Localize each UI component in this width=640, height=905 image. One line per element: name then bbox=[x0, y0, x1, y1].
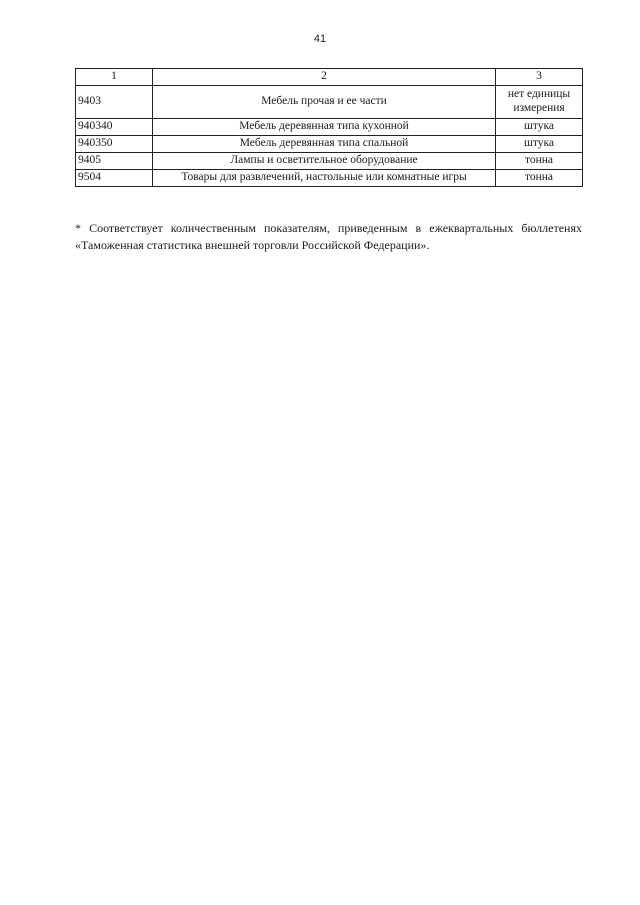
row-code: 9405 bbox=[76, 153, 153, 170]
row-name: Мебель деревянная типа спальной bbox=[153, 136, 496, 153]
commodity-table bbox=[75, 68, 583, 187]
row-code: 940340 bbox=[76, 119, 153, 136]
table-row bbox=[76, 136, 583, 153]
row-unit: штука bbox=[496, 119, 583, 136]
column-header-1: 1 bbox=[76, 69, 153, 86]
row-unit: нет единицы измерения bbox=[496, 86, 583, 119]
row-code: 940350 bbox=[76, 136, 153, 153]
table-row bbox=[76, 86, 583, 119]
row-code: 9504 bbox=[76, 170, 153, 187]
row-name: Лампы и осветительное оборудование bbox=[153, 153, 496, 170]
row-name: Мебель деревянная типа кухонной bbox=[153, 119, 496, 136]
page-number: 41 bbox=[313, 33, 327, 45]
row-unit: тонна bbox=[496, 170, 583, 187]
footnote: * Соответствует количественным показателям, приведенным в ежеквартальных бюллетенях «Таможенная статистика внешней торговли Российской Федерации». bbox=[75, 221, 582, 253]
table-row bbox=[76, 119, 583, 136]
row-unit: тонна bbox=[496, 153, 583, 170]
row-name: Товары для развлечений, настольные или комнатные игры bbox=[153, 170, 496, 187]
row-code: 9403 bbox=[76, 86, 153, 119]
table-header-row bbox=[76, 69, 583, 86]
column-header-3: 3 bbox=[496, 69, 583, 86]
table-row bbox=[76, 153, 583, 170]
column-header-2: 2 bbox=[153, 69, 496, 86]
row-name: Мебель прочая и ее части bbox=[153, 86, 496, 119]
row-unit: штука bbox=[496, 136, 583, 153]
table-row bbox=[76, 170, 583, 187]
